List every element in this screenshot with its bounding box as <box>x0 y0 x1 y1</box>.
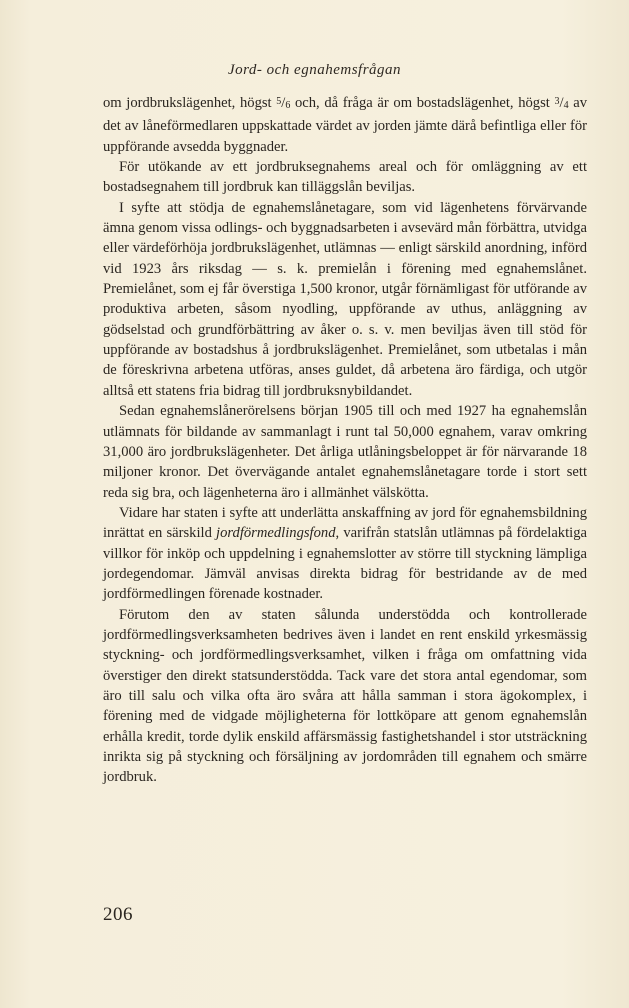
paragraph-5 <box>103 503 587 605</box>
fraction-1-denominator: 6 <box>285 100 291 111</box>
page-number: 206 <box>103 904 133 925</box>
body-text <box>103 92 587 788</box>
paragraph-1-text-a: om jordbrukslägenhet, högst <box>103 95 277 111</box>
paragraph-1: om jordbrukslägenhet, högst $^5$/6 och, då fråga är om bostadslägenhet, högst $^3$/4 av det av låneförmedlaren uppskattade värdet av jorden jämte därå befintliga eller för uppförande avsedda byggnader. <box>103 95 587 155</box>
fraction-1-numerator: 5 <box>276 96 282 107</box>
paragraph-5-text-b: , varifrån statslån utlämnas på fördelaktiga villkor för inköp och uppdelning i egnahemslotter av större till styckning lämpliga jordegendomar. Jämväl anvisas direkta bidrag för bestridande av de med jordförmedlingen förenade kostnader. <box>103 525 587 603</box>
paragraph-3: I syfte att stödja de egnahemslånetagare, som vid lägenhetens förvärvande ämna genom vissa odlings- och byggnadsarbeten i avsevärd mån förbättra, utvidga eller värdeförhöja jordbrukslägenhet, utlämnas — enligt särskild anordning, införd vid 1923 års riksdag — s. k. premielån i förening med egnahemslånet. Premielånet, som ej får överstiga 1,500 kronor, utgår förnämligast för utförande av produktiva arbeten, såsom nyodling, uppförande av uthus, anläggning av gödselstad och grundförbättring av åker o. s. v. men beviljas även till stöd för uppförande av bostadshus å jordbrukslägenhet. Premielånet, som utbetalas i mån de föreskrivna arbetena utföras, anses guldet, då arbetena äro färdiga, och utgör alltså ett statens fria bidrag till jordbruksnybildandet. <box>103 199 587 399</box>
paragraph-6: Förutom den av staten sålunda understödda och kontrollerade jordförmedlingsverksamheten bedrives även i landet en rent enskild yrkesmässig styckning- och jordförmedlingsverksamhet, vilken i fråga om omfattning vida överstiger den direkt statsunderstödda. Tack vare det stora antal egendomar, som äro till salu och vilka ofta äro svåra att hålla samman i stora ägokomplex, i förening med de vidgade möjligheterna för lottköpare att genom egnahemslån erhålla kredit, torde dylik enskild affärsmässig fastighetshandel i stor utsträckning inrikta sig på styckning och försäljning av jordområden till egnahem och smärre jordbruk. <box>103 606 587 786</box>
paragraph-5-text-a: Vidare har staten i syfte att underlätta anskaffning av jord för egnahemsbildning inrättat en särskild <box>103 504 587 542</box>
fraction-2-denominator: 4 <box>563 100 569 111</box>
running-head-title: Jord- och egnahemsfrågan <box>227 62 402 78</box>
paragraph-4: Sedan egnahemslånerörelsens början 1905 till och med 1927 ha egnahemslån utlämnats för bildande av sammanlagt i runt tal 50,000 egnahem, varav omkring 31,000 äro jordbrukslägenheter. Det årliga utlåningsbeloppet är för närvarande 18 miljoner kronor. Det övervägande antalet egnahemslånetagare torde i stort sett reda sig bra, och lägenheterna äro i allmänhet välskötta. <box>103 403 587 501</box>
fraction-2-numerator: 3 <box>554 96 560 107</box>
paragraph-2: För utökande av ett jordbruksegnahems areal och för omläggning av ett bostadsegnahem till jordbruk kan tilläggslån beviljas. <box>103 159 587 196</box>
paragraph-5-emphasis: jordförmedlingsfond <box>216 525 336 542</box>
paragraph-1-text-b: och, då fråga är om bostadslägenhet, högst <box>290 95 555 111</box>
paragraph-1-text-c: av det av låneförmedlaren uppskattade värdet av jorden jämte därå befintliga eller för uppförande avsedda byggnader. <box>103 95 587 155</box>
